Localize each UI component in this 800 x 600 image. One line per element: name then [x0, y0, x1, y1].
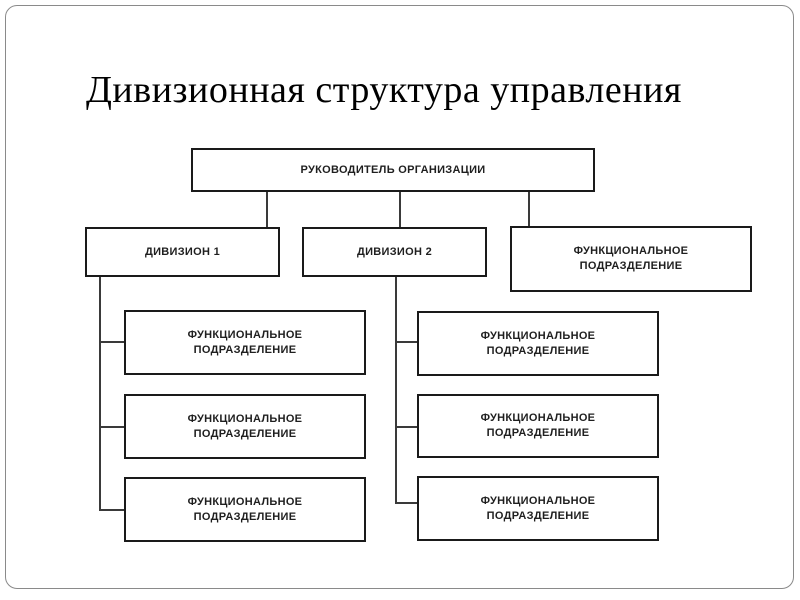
connector-division2-child-3 — [395, 502, 417, 504]
connector-division2-rail — [395, 277, 397, 504]
org-node-division1-child-1: ФУНКЦИОНАЛЬНОЕ ПОДРАЗДЕЛЕНИЕ — [124, 310, 366, 375]
org-node-root: РУКОВОДИТЕЛЬ ОРГАНИЗАЦИИ — [191, 148, 595, 192]
org-node-division2-child-2: ФУНКЦИОНАЛЬНОЕ ПОДРАЗДЕЛЕНИЕ — [417, 394, 659, 458]
connector-division1-child-1 — [99, 341, 124, 343]
connector-division1-child-3 — [99, 509, 124, 511]
connector-division1-rail — [99, 277, 101, 511]
org-node-division2: ДИВИЗИОН 2 — [302, 227, 487, 277]
connector-division2-child-2 — [395, 426, 417, 428]
org-node-functional-unit: ФУНКЦИОНАЛЬНОЕ ПОДРАЗДЕЛЕНИЕ — [510, 226, 752, 292]
connector-root-functional-unit — [528, 192, 530, 226]
org-node-division1: ДИВИЗИОН 1 — [85, 227, 280, 277]
page-title: Дивизионная структура управления — [86, 69, 682, 111]
org-node-division1-child-3: ФУНКЦИОНАЛЬНОЕ ПОДРАЗДЕЛЕНИЕ — [124, 477, 366, 542]
connector-root-division2 — [399, 192, 401, 227]
org-node-division2-child-3: ФУНКЦИОНАЛЬНОЕ ПОДРАЗДЕЛЕНИЕ — [417, 476, 659, 541]
connector-division1-child-2 — [99, 426, 124, 428]
connector-division2-child-1 — [395, 341, 417, 343]
org-node-division1-child-2: ФУНКЦИОНАЛЬНОЕ ПОДРАЗДЕЛЕНИЕ — [124, 394, 366, 459]
org-node-division2-child-1: ФУНКЦИОНАЛЬНОЕ ПОДРАЗДЕЛЕНИЕ — [417, 311, 659, 376]
connector-root-division1 — [266, 192, 268, 227]
